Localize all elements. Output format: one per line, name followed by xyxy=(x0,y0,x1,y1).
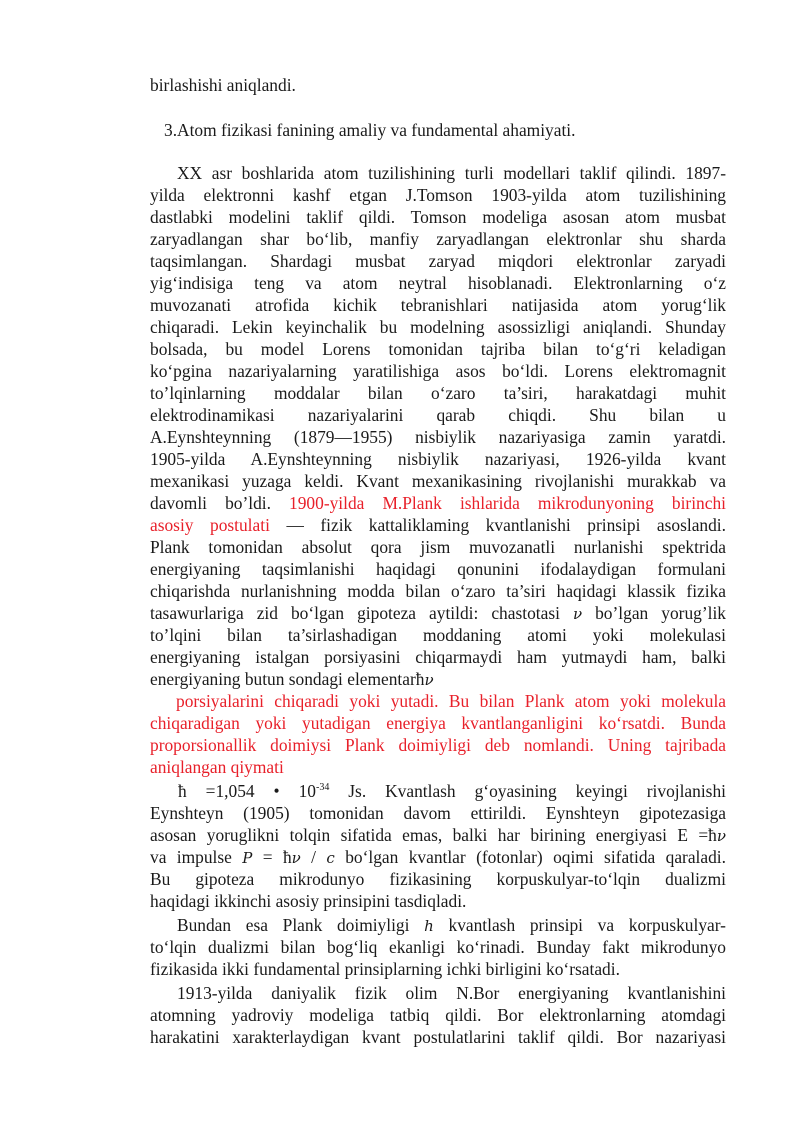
formula-line xyxy=(150,846,726,869)
line-segment: va impulse xyxy=(150,847,232,867)
line-segment: — fizik kattaliklaming kvantlanishi prinsipi asoslandi. xyxy=(286,515,726,535)
highlighted-text: asosiy postulati xyxy=(150,515,270,535)
line-segment: kvantlash prinsipi va korpuskulyar- xyxy=(448,915,726,935)
paragraph-line: mexanikasi yuzaga keldi. Kvant mexanikasining rivojlanishi murakkab va xyxy=(150,471,726,491)
hbar-symbol: ħ xyxy=(282,847,292,867)
paragraph-line: birlashishi aniqlandi. xyxy=(150,75,296,95)
line-segment: asosan yoruglikni tolqin sifatida emas, balki har birining energiyasi E = xyxy=(150,825,709,845)
hbar-symbol: ħ xyxy=(415,669,425,689)
line-segment: bo‘lgan kvantlar (fotonlar) oqimi sifatida qaraladi. xyxy=(345,847,726,867)
paragraph-line: haqidagi ikkinchi asosiy prinsipini tasdiqladi. xyxy=(150,891,467,911)
line-segment: davomli bo’ldi. xyxy=(150,493,271,513)
momentum-symbol: P xyxy=(242,849,253,867)
paragraph-line: A.Eynshteynning (1879—1955) nisbiylik nazariyasiga zamin yaratdi. xyxy=(150,427,726,447)
paragraph-line: 1913-yilda daniyalik fizik olim N.Bor energiyaning kvantlanishini xyxy=(177,983,726,1003)
hbar-symbol: ħ xyxy=(178,781,187,801)
exponent: -34 xyxy=(315,782,330,793)
paragraph-line: yilda elektronni kashf etgan J.Tomson 1903-yilda atom tuzilishining xyxy=(150,185,726,205)
highlighted-line: aniqlangan qiymati xyxy=(150,757,284,777)
nu-symbol: 𝜈 xyxy=(424,671,434,689)
paragraph-line xyxy=(150,824,726,847)
paragraph-line: zaryadlangan shar bo‘lib, manfiy zaryadlangan elektronlar shu sharda xyxy=(150,229,726,249)
paragraph-line: taqsimlangan. Shardagi musbat zaryad miqdori elektronlar zaryadi xyxy=(150,251,726,271)
paragraph-line: to’lqini bilan ta’sirlashadigan moddaning atomi yoki molekulasi xyxy=(150,625,726,645)
paragraph-line: Eynshteyn (1905) tomonidan davom ettirildi. Eynshteyn gipotezasiga xyxy=(150,803,726,823)
paragraph-line: Bu gipoteza mikrodunyo fizikasining korpuskulyar-to‘lqin dualizmi xyxy=(150,869,726,889)
paragraph-line xyxy=(150,602,726,625)
nu-symbol: 𝜈 xyxy=(572,605,583,623)
paragraph-line: harakatini xarakterlaydigan kvant postulatlarini taklif qildi. Bor nazariyasi xyxy=(150,1027,726,1047)
line-segment: Js. Kvantlash g‘oyasining keyingi rivojlanishi xyxy=(348,781,726,801)
paragraph-line: 1905-yilda A.Eynshteynning nisbiylik nazariyasi, 1926-yilda kvant xyxy=(150,449,726,469)
paragraph-line: dastlabki modelini taklif qildi. Tomson modeliga asosan atom musbat xyxy=(150,207,726,227)
formula-line xyxy=(178,780,726,802)
paragraph-line: chiqarishda nurlanishning modda bilan o‘zaro ta’siri haqidagi klassik fizika xyxy=(150,581,726,601)
hbar-symbol: ħ xyxy=(708,825,717,845)
line-segment: tasawurlariga zid bo‘lgan gipoteza aytildi: chastotasi xyxy=(150,603,560,623)
paragraph-line xyxy=(150,668,726,691)
paragraph-line: yig‘indisiga teng va atom neytral hisoblanadi. Elektronlarning o‘z xyxy=(150,273,726,293)
paragraph-line: energiyaning istalgan porsiyasini chiqarmaydi ham yutmaydi ham, balki xyxy=(150,647,726,667)
paragraph-line: fizikasida ikki fundamental prinsiplarning ichki birligini ko‘rsatadi. xyxy=(150,959,620,979)
highlighted-text: 1900-yilda M.Plank ishlarida mikrodunyoning birinchi xyxy=(289,493,726,513)
paragraph-line: elektrodinamikasi nazariyalarini qarab chiqdi. Shu bilan u xyxy=(150,405,726,425)
section-heading: 3.Atom fizikasi fanining amaliy va fundamental ahamiyati. xyxy=(164,120,576,140)
paragraph-line xyxy=(177,914,726,937)
planck-value: =1,054 • 10 xyxy=(205,781,316,801)
paragraph-line: atomning yadroviy modeliga tatbiq qildi. Bor elektronlarning atomdagi xyxy=(150,1005,726,1025)
paragraph-line: to‘lqin dualizmi bilan bog‘liq ekanligi ko‘rinadi. Bunday fakt mikrodunyo xyxy=(150,937,726,957)
line-segment: Bundan esa Plank doimiyligi xyxy=(177,915,410,935)
paragraph-line: muvozanati atrofida kichik tebranishlari natijasida atom yorug‘lik xyxy=(150,295,726,315)
line-segment: energiyaning butun sondagi elementar xyxy=(150,669,416,689)
paragraph-line: Plank tomonidan absolut qora jism muvozanatli nurlanishi spektrida xyxy=(150,537,726,557)
equals-sign: = xyxy=(262,847,273,867)
paragraph-line: ko‘pgina nazariyalarning yaratilishiga asos bo‘ldi. Lorens elektromagnit xyxy=(150,361,726,381)
paragraph-line: to’lqinlarning moddalar bilan o‘zaro ta’siri, harakatdagi muhit xyxy=(150,383,726,403)
highlighted-line: porsiyalarini chiqaradi yoki yutadi. Bu bilan Plank atom yoki molekula xyxy=(176,691,726,711)
highlighted-line: chiqaradigan yoki yutadigan energiya kvantlanganligini ko‘rsatdi. Bunda xyxy=(150,713,726,733)
speed-of-light-symbol: c xyxy=(326,849,335,867)
highlighted-line: proporsionallik doimiysi Plank doimiyligi deb nomlandi. Uning tajribada xyxy=(150,735,726,755)
paragraph-line: bolsada, bu model Lorens tomonidan tajriba bilan to‘g‘ri keladigan xyxy=(150,339,726,359)
slash: / xyxy=(311,847,317,867)
paragraph-line xyxy=(150,514,726,536)
planck-symbol: h xyxy=(424,917,434,935)
paragraph-line: XX asr boshlarida atom tuzilishining turli modellari taklif qilindi. 1897- xyxy=(177,163,726,183)
nu-symbol: 𝜈 xyxy=(716,827,726,845)
line-segment: bo’lgan yorug’lik xyxy=(595,603,726,623)
paragraph-line: chiqaradi. Lekin keyinchalik bu modelning asossizligi aniqlandi. Shunday xyxy=(150,317,726,337)
paragraph-line: energiyaning taqsimlanishi haqidagi qonunini ifodalaydigan formulani xyxy=(150,559,726,579)
nu-symbol: 𝜈 xyxy=(291,849,301,867)
paragraph-line xyxy=(150,492,726,514)
